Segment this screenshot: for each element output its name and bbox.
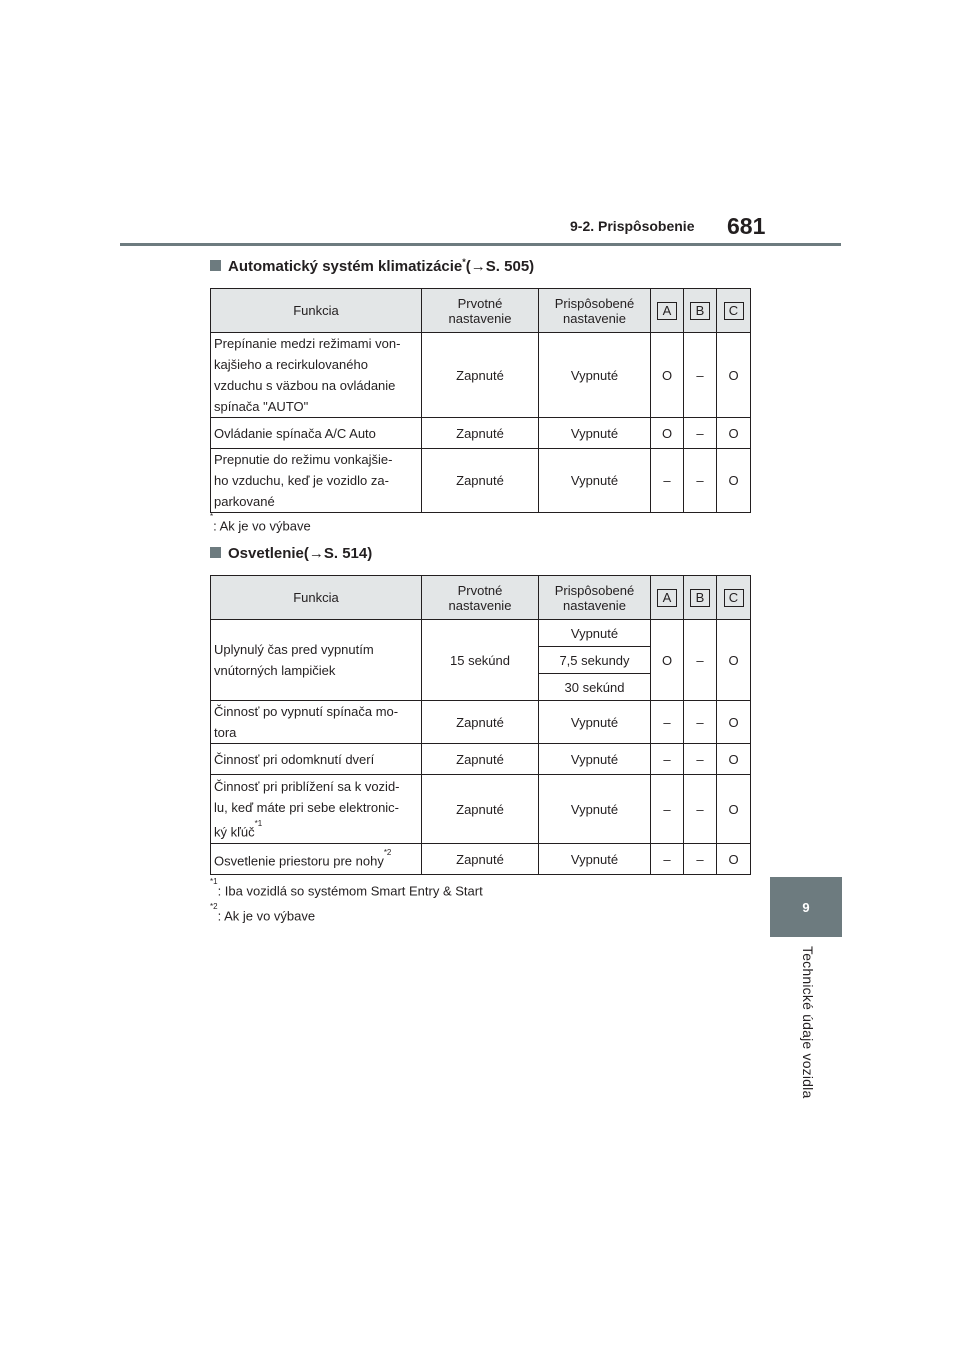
- default-cell: 15 sekúnd: [422, 620, 539, 701]
- table-row: [211, 844, 751, 875]
- custom-cell: Vypnuté: [539, 418, 651, 449]
- table-row: [211, 333, 751, 418]
- footnote: $^{*2}$: Ak je vo výbave: [210, 902, 316, 924]
- a-cell: O: [651, 418, 684, 449]
- c-cell: O: [717, 744, 751, 775]
- table-row: [211, 701, 751, 744]
- c-cell: O: [717, 775, 751, 844]
- header-a: A: [651, 576, 684, 620]
- function-cell: Prepnutie do režimu vonkajšie- ho vzduchu, keď je vozidlo za- parkované: [211, 449, 422, 513]
- function-cell: Osvetlenie priestoru pre nohy$^{*2}$: [211, 844, 422, 875]
- default-cell: Zapnuté: [422, 333, 539, 418]
- b-cell: –: [684, 844, 717, 875]
- default-cell: Zapnuté: [422, 418, 539, 449]
- page-reference-arrow-icon: →: [470, 258, 486, 275]
- default-cell: Zapnuté: [422, 775, 539, 844]
- custom-cell: Vypnuté: [539, 744, 651, 775]
- header-custom: Prispôsobené nastavenie: [539, 289, 651, 333]
- lighting-settings-table: [210, 575, 751, 875]
- heading-ref-open: (: [303, 545, 309, 562]
- table-header-row: [211, 576, 751, 620]
- b-cell: –: [684, 775, 717, 844]
- chapter-title: Technické údaje vozidla: [800, 946, 816, 1099]
- c-cell: O: [717, 844, 751, 875]
- c-cell: O: [717, 449, 751, 513]
- header-default: Prvotné nastavenie: [422, 576, 539, 620]
- page-reference[interactable]: S. 514): [323, 545, 373, 562]
- header-rule: [120, 243, 841, 246]
- c-cell: O: [717, 418, 751, 449]
- b-cell: –: [684, 701, 717, 744]
- default-cell: Zapnuté: [422, 844, 539, 875]
- function-cell: Ovládanie spínača A/C Auto: [211, 418, 422, 449]
- a-cell: –: [651, 449, 684, 513]
- section-title: 9-2. Prispôsobenie: [570, 218, 695, 234]
- header-function: Funkcia: [211, 289, 422, 333]
- table-row: [211, 620, 751, 647]
- default-cell: Zapnuté: [422, 744, 539, 775]
- page-reference[interactable]: S. 505): [485, 258, 535, 275]
- chapter-tab: [770, 877, 842, 937]
- a-cell: –: [651, 844, 684, 875]
- b-cell: –: [684, 333, 717, 418]
- header-custom: Prispôsobené nastavenie: [539, 576, 651, 620]
- table-row: [211, 418, 751, 449]
- b-cell: –: [684, 449, 717, 513]
- section-heading-climate: [210, 258, 534, 275]
- a-cell: –: [651, 744, 684, 775]
- heading-text: Osvetlenie: [228, 545, 304, 562]
- function-cell: Prepínanie medzi režimami von- kajšieho a recirkulovaného vzduchu s väzbou na ovládanie spínača "AUTO": [211, 333, 422, 418]
- default-cell: Zapnuté: [422, 701, 539, 744]
- function-cell: Činnosť pri odomknutí dverí: [211, 744, 422, 775]
- b-cell: –: [684, 744, 717, 775]
- footnote: *: Ak je vo výbave: [210, 512, 311, 534]
- function-cell: Činnosť po vypnutí spínača mo- tora: [211, 701, 422, 744]
- function-cell: Uplynulý čas pred vypnutím vnútorných lampičiek: [211, 620, 422, 701]
- footnote: $^{*1}$: Iba vozidlá so systémom Smart Entry & Start: [210, 877, 483, 899]
- custom-cell: Vypnuté: [539, 701, 651, 744]
- page-number: 681: [727, 213, 766, 239]
- custom-cell: Vypnuté: [539, 775, 651, 844]
- header-c: C: [717, 289, 751, 333]
- custom-cell: Vypnuté: [539, 449, 651, 513]
- c-cell: O: [717, 620, 751, 701]
- header-b: B: [684, 289, 717, 333]
- header-c: C: [717, 576, 751, 620]
- header-function: Funkcia: [211, 576, 422, 620]
- chapter-number: 9: [802, 899, 810, 915]
- b-cell: –: [684, 620, 717, 701]
- table-header-row: [211, 289, 751, 333]
- header-a: A: [651, 289, 684, 333]
- header-b: B: [684, 576, 717, 620]
- a-cell: –: [651, 701, 684, 744]
- custom-option-cell: Vypnuté: [539, 620, 651, 647]
- c-cell: O: [717, 701, 751, 744]
- a-cell: O: [651, 333, 684, 418]
- default-cell: Zapnuté: [422, 449, 539, 513]
- heading-mark: *: [462, 257, 466, 267]
- custom-cell: Vypnuté: [539, 333, 651, 418]
- c-cell: O: [717, 333, 751, 418]
- heading-square-icon: [210, 547, 221, 558]
- table-row: [211, 775, 751, 844]
- custom-option-cell: 30 sekúnd: [539, 674, 651, 701]
- section-heading-lighting: [210, 545, 372, 562]
- heading-square-icon: [210, 260, 221, 271]
- function-cell: Činnosť pri priblížení sa k vozid- lu, keď máte pri sebe elektronic- ký kľúč$^{*1}$: [211, 775, 422, 844]
- table-row: [211, 449, 751, 513]
- b-cell: –: [684, 418, 717, 449]
- custom-option-cell: 7,5 sekundy: [539, 647, 651, 674]
- a-cell: –: [651, 775, 684, 844]
- climate-settings-table: [210, 288, 751, 513]
- table-row: [211, 744, 751, 775]
- heading-text: Automatický systém klimatizácie: [228, 258, 463, 275]
- page-reference-arrow-icon: →: [308, 545, 324, 562]
- custom-cell: Vypnuté: [539, 844, 651, 875]
- heading-ref-open: (: [465, 258, 471, 275]
- header-default: Prvotné nastavenie: [422, 289, 539, 333]
- a-cell: O: [651, 620, 684, 701]
